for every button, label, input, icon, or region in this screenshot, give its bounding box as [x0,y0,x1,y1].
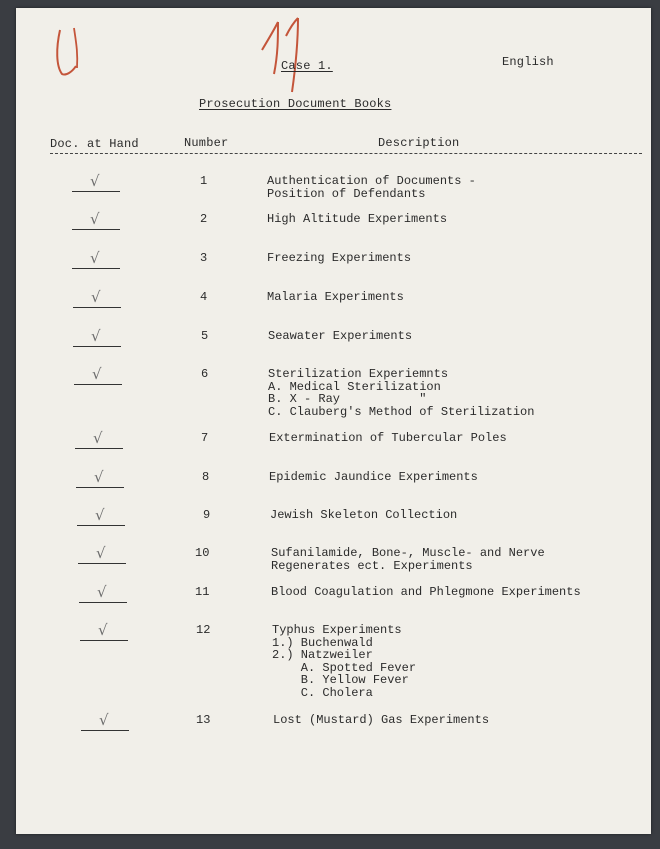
checkmark-icon: √ [91,288,101,306]
doc-at-hand-check [74,365,122,385]
checkmark-icon: √ [94,468,104,486]
document-book-number: 1 [200,174,208,188]
document-book-description: Malaria Experiments [267,290,404,304]
document-book-description: Extermination of Tubercular Poles [269,431,507,445]
handwritten-red-annotation [16,8,651,108]
page-title: Prosecution Document Books [199,97,392,111]
document-book-number: 5 [201,329,209,343]
document-book-description: Sterilization Experiemnts A. Medical Sterilization B. X - Ray " C. Clauberg's Method of Sterilization [268,367,535,419]
doc-at-hand-check [73,327,121,347]
checkmark-icon: √ [91,327,101,345]
language-label: English [502,55,554,69]
document-book-number: 13 [196,713,211,727]
document-book-number: 10 [195,546,210,560]
document-book-description: Typhus Experiments 1.) Buchenwald 2.) Natzweiler A. Spotted Fever B. Yellow Fever C. Cholera [272,623,417,700]
document-book-description: Seawater Experiments [268,329,413,343]
doc-at-hand-check [72,249,120,269]
check-underline [72,229,120,230]
checkmark-icon: √ [93,429,103,447]
check-underline [75,448,123,449]
checkmark-icon: √ [97,583,107,601]
document-book-description: Epidemic Jaundice Experiments [269,470,478,484]
doc-at-hand-check [72,210,120,230]
check-underline [74,384,122,385]
document-book-number: 11 [195,585,210,599]
check-underline [73,307,121,308]
document-book-number: 8 [202,470,210,484]
check-underline [79,602,127,603]
checkmark-icon: √ [98,621,108,639]
document-book-number: 9 [203,508,211,522]
document-book-description: Sufanilamide, Bone-, Muscle- and Nerve Regenerates ect. Experiments [271,546,545,573]
doc-at-hand-check [81,711,129,731]
document-book-description: Authentication of Documents - Position of Defendants [267,174,476,201]
checkmark-icon: √ [96,544,106,562]
case-number: Case 1. [281,59,333,73]
check-underline [77,525,125,526]
document-book-number: 4 [200,290,208,304]
document-book-number: 3 [200,251,208,265]
doc-at-hand-check [80,621,128,641]
checkmark-icon: √ [99,711,109,729]
doc-at-hand-check [77,506,125,526]
document-page [16,8,651,834]
doc-at-hand-check [73,288,121,308]
check-underline [73,346,121,347]
checkmark-icon: √ [90,249,100,267]
document-book-number: 12 [196,623,211,637]
check-underline [72,268,120,269]
document-book-description: High Altitude Experiments [267,212,448,226]
column-header-number: Number [184,136,229,150]
document-book-description: Jewish Skeleton Collection [270,508,458,522]
document-book-description: Lost (Mustard) Gas Experiments [273,713,490,727]
doc-at-hand-check [76,468,124,488]
checkmark-icon: √ [90,210,100,228]
document-book-number: 7 [201,431,209,445]
check-underline [80,640,128,641]
check-underline [72,191,120,192]
checkmark-icon: √ [92,365,102,383]
check-underline [81,730,129,731]
doc-at-hand-check [78,544,126,564]
checkmark-icon: √ [95,506,105,524]
checkmark-icon: √ [90,172,100,190]
column-header-description: Description [378,136,460,150]
doc-at-hand-check [75,429,123,449]
header-divider [50,153,642,154]
document-book-description: Freezing Experiments [267,251,412,265]
document-book-description: Blood Coagulation and Phlegmone Experiments [271,585,581,599]
document-book-number: 6 [201,367,209,381]
check-underline [76,487,124,488]
check-underline [78,563,126,564]
document-book-number: 2 [200,212,208,226]
doc-at-hand-check [72,172,120,192]
doc-at-hand-check [79,583,127,603]
column-header-doc-at-hand: Doc. at Hand [50,137,139,151]
